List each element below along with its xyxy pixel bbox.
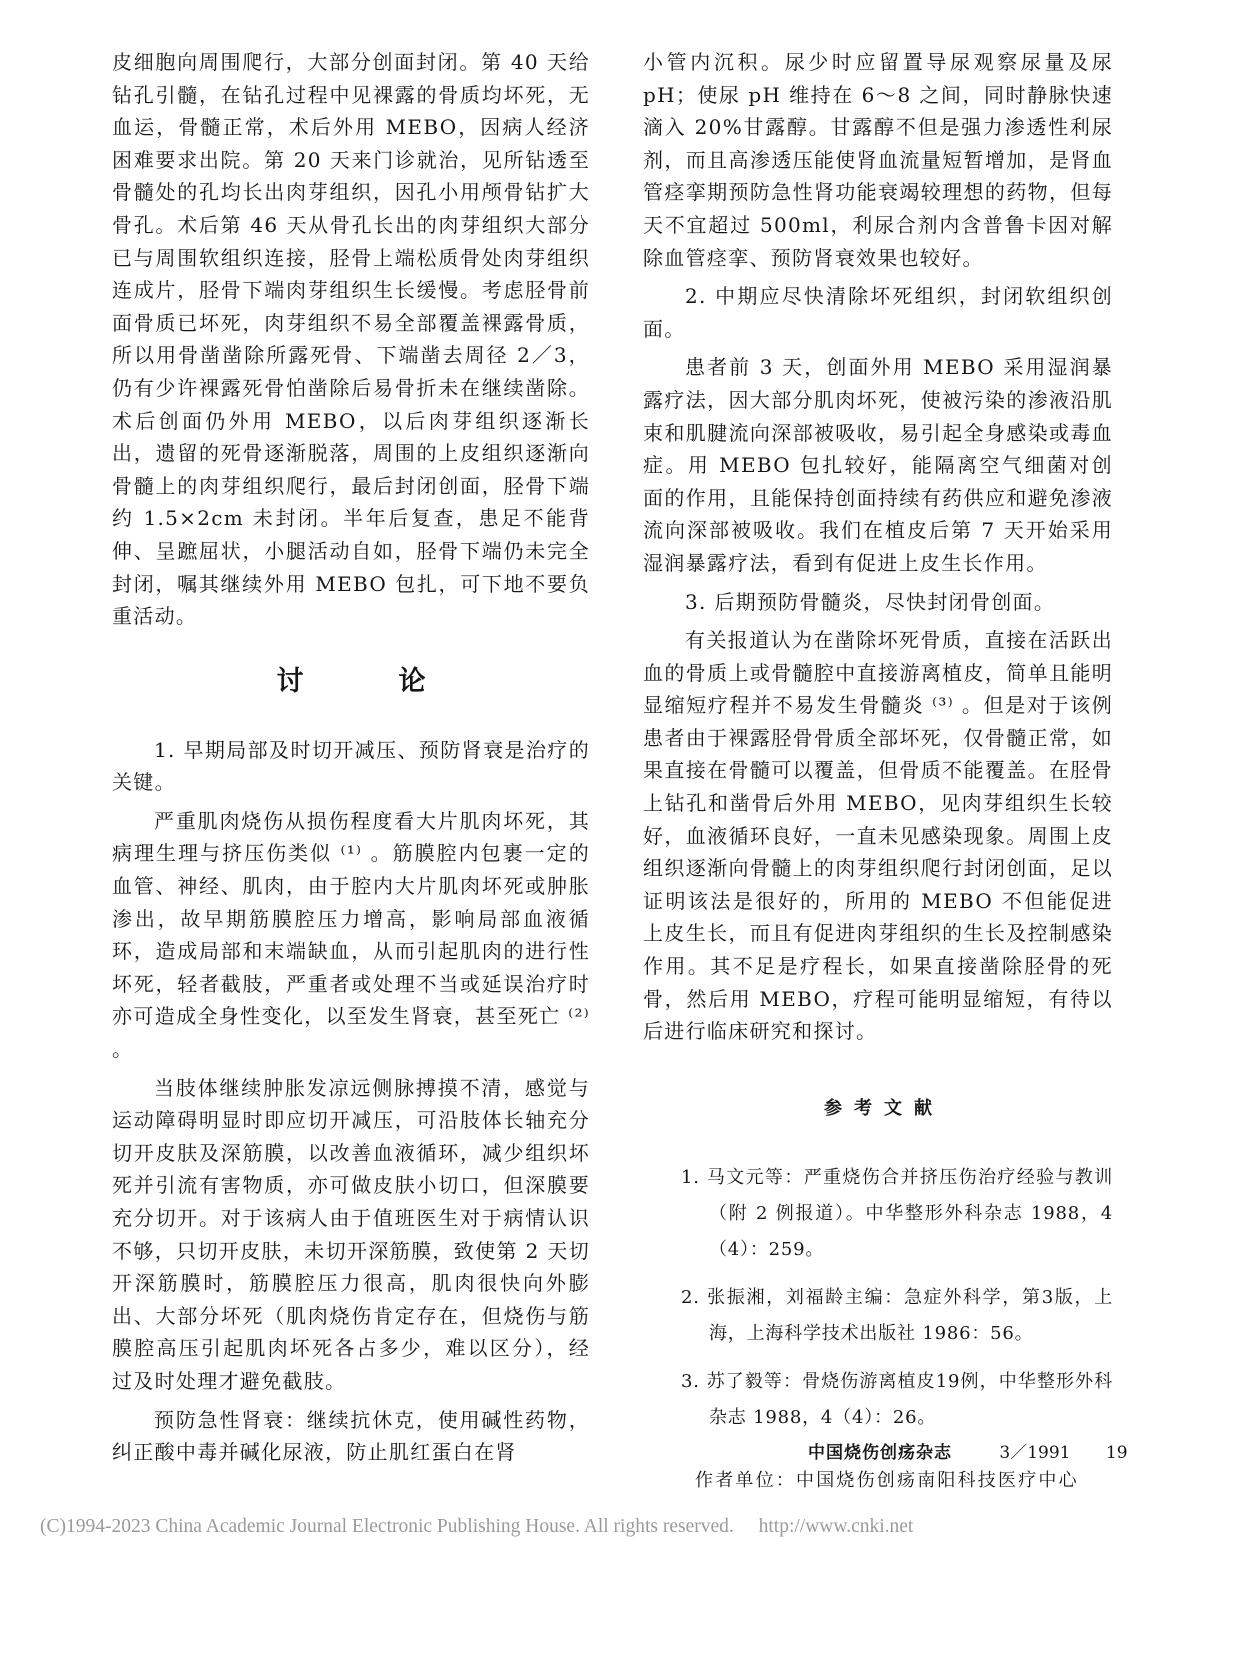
reference-item: 2. 张振湘，刘福龄主编：急症外科学，第3版，上海，上海科学技术出版社 1986：56。 bbox=[681, 1286, 1113, 1344]
copyright-notice bbox=[40, 1516, 1220, 1538]
body-paragraph: 有关报道认为在凿除坏死骨质，直接在活跃出血的骨质上或骨髓腔中直接游离植皮，简单且能明显缩短疗程并不易发生骨髓炎 ⁽³⁾ 。但是对于该例患者由于裸露胫骨骨质全部坏死，仅骨髓正常，如果直接在骨髓可以覆盖，但骨质不能覆盖。在胫骨上钻孔和凿骨后外用 MEBO，见肉芽组织生长较好，血液循环良好，一直未见感染现象。周围上皮组织逐渐向骨髓上的肉芽组织爬行封闭创面，足以证明该法是很好的，所用的 MEBO 不但能促进上皮生长，而且有促进肉芽组织的生长及控制感染作用。其不足是疗程长，如果直接凿除胫骨的死骨，然后用 MEBO，疗程可能明显缩短，有待以后进行临床研究和探讨。 bbox=[643, 628, 1113, 1044]
reference-item: 3. 苏了毅等：骨烧伤游离植皮19例，中华整形外科杂志 1988，4（4）：26。 bbox=[681, 1370, 1113, 1428]
right-column bbox=[643, 46, 1113, 1492]
page-number: 19 bbox=[1105, 1443, 1128, 1463]
body-paragraph: 预防急性肾衰：继续抗休克，使用碱性药物，纠正酸中毒并碱化尿液，防止肌红蛋白在肾 bbox=[112, 1407, 590, 1465]
body-paragraph: 患者前 3 天，创面外用 MEBO 采用湿润暴露疗法，因大部分肌肉坏死，使被污染的渗液沿肌束和肌腱流向深部被吸收，易引起全身感染或毒血症。用 MEBO 包扎较好，能隔离空气细菌对创面的作用，且能保持创面持续有药供应和避免渗液流向深部被吸收。我们在植皮后第 7 天开始采用湿润暴露疗法，看到有促进上皮生长作用。 bbox=[643, 355, 1113, 575]
page-footer bbox=[808, 1438, 1128, 1463]
cnki-link[interactable]: http://www.cnki.net bbox=[758, 1516, 914, 1537]
left-column bbox=[112, 46, 590, 1469]
issue-number: 3／1991 bbox=[999, 1443, 1071, 1463]
body-paragraph: 严重肌肉烧伤从损伤程度看大片肌肉坏死，其病理生理与挤压伤类似 ⁽¹⁾ 。筋膜腔内包裹一定的血管、神经、肌肉，由于腔内大片肌肉坏死或肿胀渗出，故早期筋膜腔压力增高，影响局部血液循环，造成局部和末端缺血，从而引起肌肉的进行性坏死，轻者截肢，严重者或处理不当或延误治疗时亦可造成全身性变化，以至发生肾衰，甚至死亡 ⁽²⁾ 。 bbox=[112, 808, 590, 1062]
body-paragraph: 小管内沉积。尿少时应留置导尿观察尿量及尿 pH；使尿 pH 维持在 6～8 之间，同时静脉快速滴入 20%甘露醇。甘露醇不但是强力渗透性利尿剂，而且高渗透压能使肾血流量短暂增加，是肾血管痉挛期预防急性肾功能衰竭较理想的药物，但每天不宜超过 500ml，利尿合剂内含普鲁卡因对解除血管痉挛、预防肾衰效果也较好。 bbox=[643, 50, 1113, 270]
copyright-text: (C)1994-2023 China Academic Journal Electronic Publishing House. All rights reserved. bbox=[40, 1516, 734, 1537]
discussion-point-1: 1. 早期局部及时切开减压、预防肾衰是治疗的关键。 bbox=[112, 737, 590, 795]
discussion-point-3: 3. 后期预防骨髓炎，尽快封闭骨创面。 bbox=[685, 589, 1056, 614]
references-title: 参考文献 bbox=[824, 1097, 944, 1119]
section-title-discussion: 讨 论 bbox=[276, 665, 460, 697]
journal-name: 中国烧伤创疡杂志 bbox=[808, 1443, 952, 1463]
discussion-point-2: 2. 中期应尽快清除坏死组织，封闭软组织创面。 bbox=[643, 284, 1113, 341]
body-paragraph: 皮细胞向周围爬行，大部分创面封闭。第 40 天给钻孔引髓，在钻孔过程中见裸露的骨质均坏死，无血运，骨髓正常，术后外用 MEBO，因病人经济困难要求出院。第 20 天来门诊就治，见所钻透至骨髓处的孔均长出肉芽组织，因孔小用颅骨钻扩大骨孔。术后第 46 天从骨孔长出的肉芽组织大部分已与周围软组织连接，胫骨上端松质骨处肉芽组织连成片，胫骨下端肉芽组织生长缓慢。考虑胫骨前面骨质已坏死，肉芽组织不易全部覆盖裸露骨质，所以用骨凿凿除所露死骨、下端凿去周径 2／3，仍有少许裸露死骨怕凿除后易骨折未在继续凿除。术后创面仍外用 MEBO，以后肉芽组织逐渐长出，遗留的死骨逐渐脱落，周围的上皮组织逐渐向骨髓上的肉芽组织爬行，最后封闭创面，胫骨下端约 1.5×2cm 未封闭。半年后复查，患足不能背伸、呈蹠屈状，小腿活动自如，胫骨下端仍未完全封闭，嘱其继续外用 MEBO 包扎，可下地不要负重活动。 bbox=[112, 50, 590, 629]
reference-item: 1. 马文元等：严重烧伤合并挤压伤治疗经验与教训（附 2 例报道）。中华整形外科杂志 1988，4（4）：259。 bbox=[681, 1166, 1113, 1260]
body-paragraph: 当肢体继续肿胀发凉远侧脉搏摸不清，感觉与运动障碍明显时即应切开减压，可沿肢体长轴充分切开皮肤及深筋膜，以改善血液循环，减少组织坏死并引流有害物质，亦可做皮肤小切口，但深膜要充分切开。对于该病人由于值班医生对于病情认识不够，只切开皮肤，未切开深筋膜，致使第 2 天切开深筋膜时，筋膜腔压力很高，肌肉很快向外膨出、大部分坏死（肌肉烧伤肯定存在，但烧伤与筋膜腔高压引起肌肉坏死各占多少，难以区分），经过及时处理才避免截肢。 bbox=[112, 1075, 590, 1393]
author-affiliation: 作者单位：中国烧伤创疡南阳科技医疗中心 bbox=[695, 1469, 1079, 1491]
